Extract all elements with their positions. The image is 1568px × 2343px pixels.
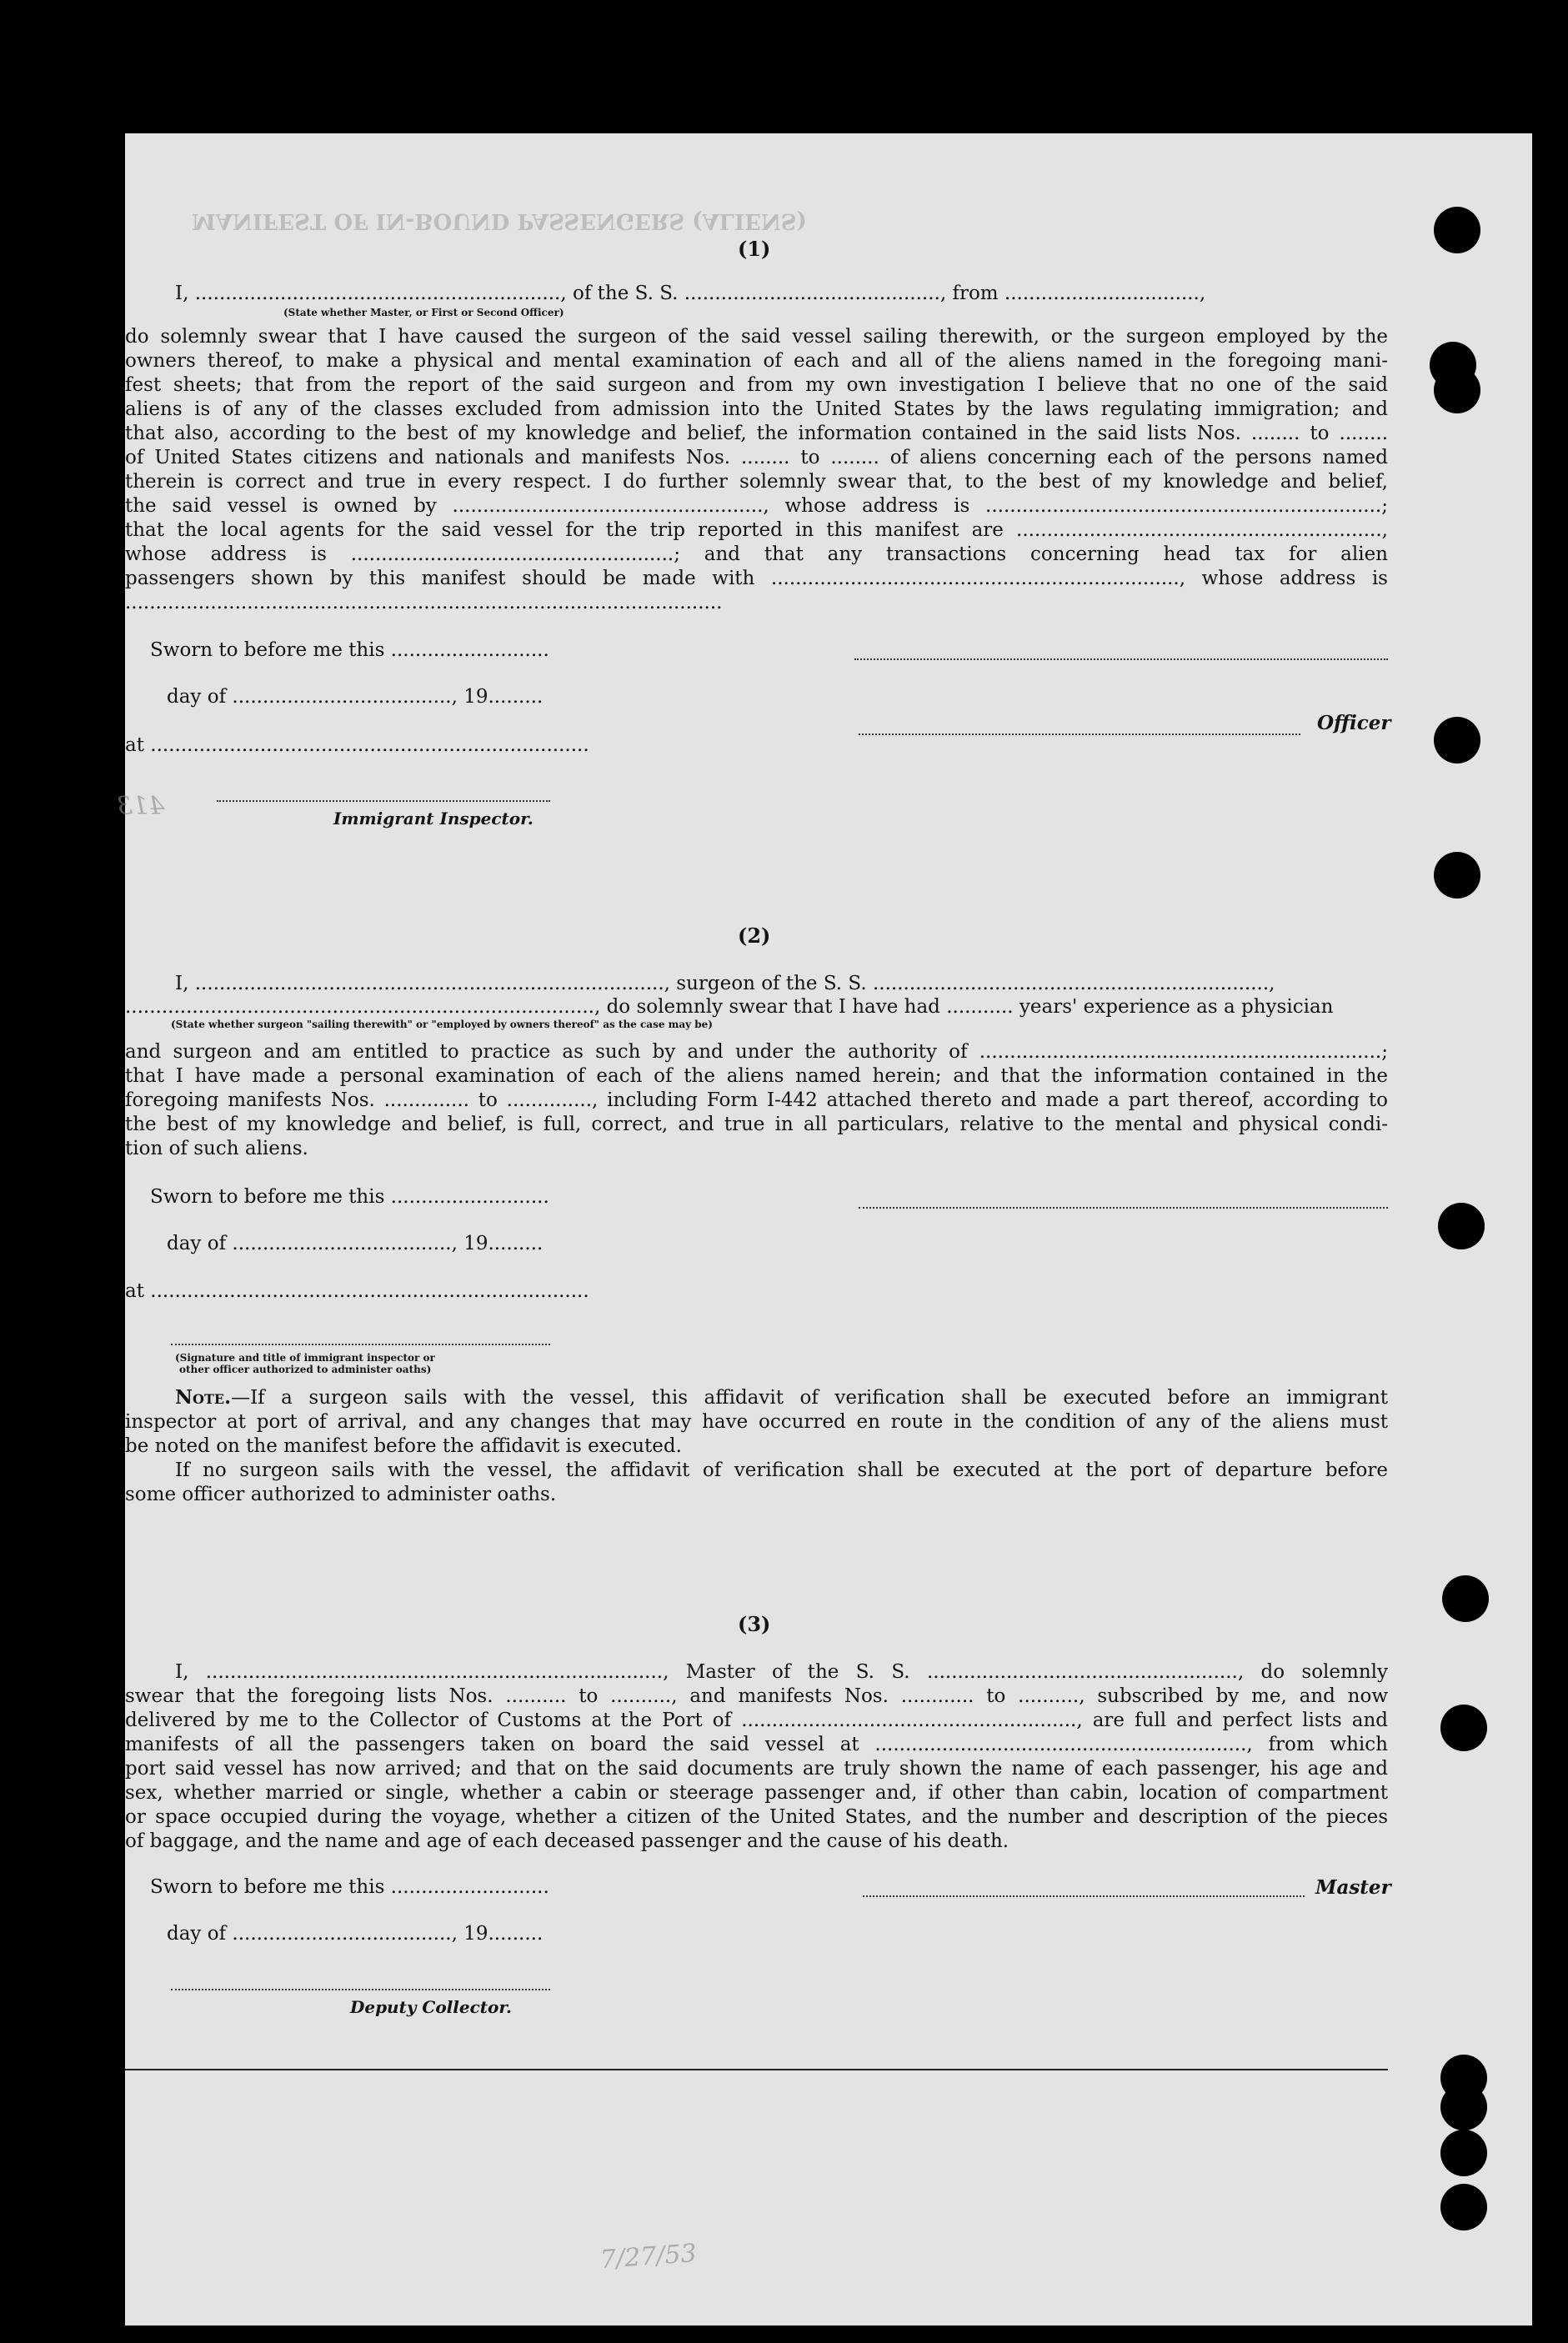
section-2-sig-line xyxy=(171,1344,550,1345)
section-1-officer-label: Officer xyxy=(1317,712,1391,734)
section-1-sworn: Sworn to before me this .......................... xyxy=(150,639,549,661)
punch-hole xyxy=(1442,1575,1489,1622)
bottom-rule xyxy=(125,2069,1388,2070)
section-2-sig-note: (Signature and title of immigrant inspector or xyxy=(175,1352,435,1364)
punch-hole xyxy=(1434,367,1480,413)
section-2-line2-note: (State whether surgeon "sailing therewith" or "employed by owners thereof" as the case may be) xyxy=(171,1019,713,1030)
section-1-inspector-line xyxy=(217,800,550,802)
punch-hole xyxy=(1440,2184,1487,2230)
punch-hole xyxy=(1434,717,1480,763)
section-1-day: day of ...................................., 19......... xyxy=(167,686,544,708)
section-1-inspector-label: Immigrant Inspector. xyxy=(333,809,534,829)
bleed-through-text: MANIFEST OF IN-BOUND PASSENGERS (ALIENS) xyxy=(192,208,807,233)
section-2-line1: I, ............................................................................., surgeon of the S. S. ................................................................., xyxy=(175,973,1275,994)
section-3-master-line xyxy=(863,1895,1305,1897)
form-sheet xyxy=(117,133,1532,2325)
section-2-heading: (2) xyxy=(738,924,771,948)
section-3-sworn: Sworn to before me this .......................... xyxy=(150,1876,549,1898)
section-1-at: at ........................................................................ xyxy=(125,734,589,756)
handwritten-number: 413 xyxy=(117,792,165,821)
section-3-paragraph: I, ..........................................................................., Master of the S. S. ..................................................., do solemnly swear that the foregoing lists Nos. .......... to .........., and manifests Nos. ............ to .........., subscribed by me, and now delivered by me to the Collector of Customs at the Port of ......................................................., are full and perfect lists and manifests of all the passengers taken on board the said vessel at ............................................................., from which port said vessel has now arrived; and that on the said documents are truly shown the name of each passenger, his age and sex, whether married or single, whether a cabin or steerage passenger and, if other than cabin, location of compartment or space occupied during the voyage, whether a citizen of the United States, and the number and description of the pieces of baggage, and the name and age of each deceased passenger and the cause of his death. xyxy=(125,1661,1388,1852)
section-2-paragraph: and surgeon and am entitled to practice as such by and under the authority of ..................................................................; that I have made a personal examination of each of the aliens named herein; and that the information contained in the foregoing manifests Nos. .............. to .............., including Form I-442 attached thereto and made a part thereof, according to the best of my knowledge and belief, is full, correct, and true in all particulars, relative to the mental and physical condi- tion of such aliens. xyxy=(125,1041,1388,1159)
section-2-sworn: Sworn to before me this .......................... xyxy=(150,1186,549,1208)
punch-hole xyxy=(1440,1705,1487,1751)
section-1-line1: I, ............................................................, of the S. S. .........................................., from ................................, xyxy=(175,283,1206,304)
section-2-at: at ........................................................................ xyxy=(125,1280,589,1302)
section-3-day: day of ...................................., 19......... xyxy=(167,1923,544,1945)
section-1-line1-note: (State whether Master, or First or Second Officer) xyxy=(283,307,564,318)
section-2-sig-note: other officer authorized to administer oaths) xyxy=(179,1364,432,1375)
punch-hole xyxy=(1440,2084,1487,2130)
punch-hole xyxy=(1440,2130,1487,2176)
section-1-signature-line xyxy=(854,658,1388,660)
punch-hole xyxy=(1438,1203,1485,1249)
section-1-paragraph: do solemnly swear that I have caused the surgeon of the said vessel sailing therewith, or the surgeon employed by the owners thereof, to make a physical and mental examination of each and all of the aliens named in the foregoing mani- fest sheets; that from the report of the said surgeon and from my own investigation I believe that no one of the said aliens is of any of the classes excluded from admission into the United States by the laws regulating immigration; and that also, according to the best of my knowledge and belief, the information contained in the said lists Nos. ........ to ........ of United States citizens and nationals and manifests Nos. ........ to ........ of aliens concerning each of the persons named therein is correct and true in every respect. I do further solemnly swear that, to the best of my knowledge and belief, the said vessel is owned by ..................................................., whose address is .................................................................; that the local agents for the said vessel for the trip reported in this manifest are ............................................................, whose address is .....................................................; and that any transactions concerning head tax for alien passengers shown by this manifest should be made with ..................................................................., whose address is .................................................................................................. xyxy=(125,326,1388,613)
section-3-deputy-line xyxy=(171,1989,550,1990)
section-2-note2: If no surgeon sails with the vessel, the affidavit of verification shall be executed at the port of departure before some officer authorized to administer oaths. xyxy=(125,1459,1388,1505)
handwritten-date: 7/27/53 xyxy=(599,2239,698,2275)
section-1-officer-line xyxy=(859,733,1300,735)
punch-hole xyxy=(1434,207,1480,253)
section-2-day: day of ...................................., 19......... xyxy=(167,1233,544,1254)
section-2-signature-line xyxy=(859,1207,1388,1209)
section-3-heading: (3) xyxy=(738,1612,771,1636)
section-3-master-label: Master xyxy=(1315,1876,1391,1899)
section-2-note: Note.—If a surgeon sails with the vessel, this affidavit of verification shall be executed before an immigrant inspector at port of arrival, and any changes that may have occurred en route in the condition of any of the aliens must be noted on the manifest before the affidavit is executed. xyxy=(125,1386,1388,1457)
punch-hole xyxy=(1434,852,1480,899)
note-label: Note. xyxy=(175,1386,232,1409)
section-1-heading: (1) xyxy=(738,237,771,261)
section-3-deputy-label: Deputy Collector. xyxy=(350,1997,513,2017)
section-2-line2: ............................................................................., do solemnly swear that I have had ........... years' experience as a physician xyxy=(125,996,1334,1018)
note-text: —If a surgeon sails with the vessel, this affidavit of verification shall be executed before an immigrant xyxy=(231,1387,1388,1409)
